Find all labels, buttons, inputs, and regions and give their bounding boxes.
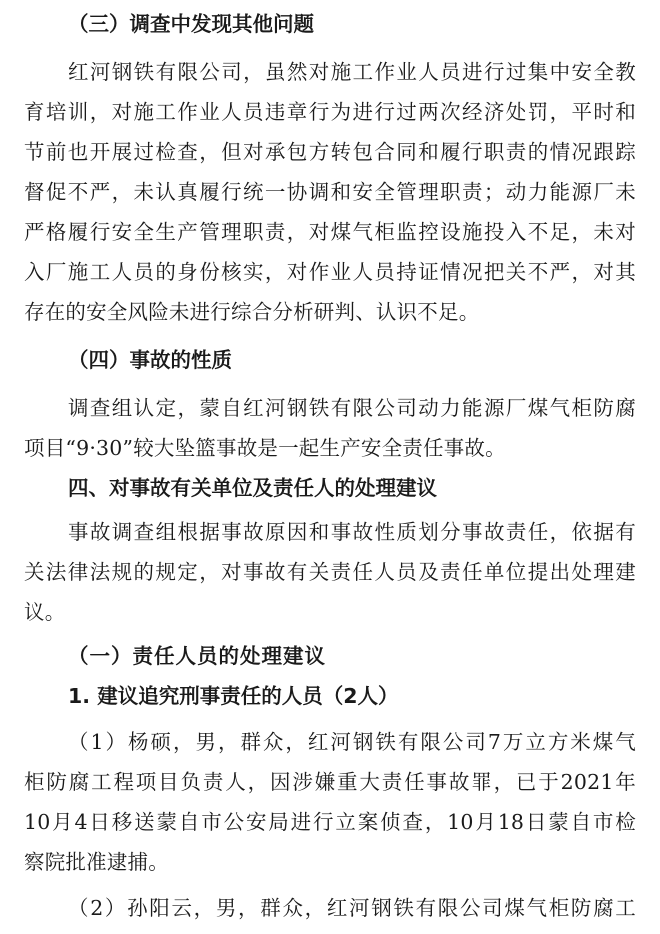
paragraph-line: 关法律法规的规定，对事故有关责任人员及责任单位提出处理建: [24, 560, 636, 584]
paragraph-line: 事故调查组根据事故原因和事故性质划分事故责任，依据有: [68, 520, 636, 544]
paragraph-line: 项目“9·30”较大坠篮事故是一起生产安全责任事故。: [24, 436, 506, 460]
paragraph-line: 节前也开展过检查，但对承包方转包合同和履行职责的情况跟踪: [24, 140, 636, 164]
paragraph-line: 督促不严，未认真履行统一协调和安全管理职责；动力能源厂未: [24, 180, 636, 204]
paragraph-line: 察院批准逮捕。: [24, 850, 169, 874]
subsection-heading-1: （一）责任人员的处理建议: [68, 644, 326, 668]
paragraph-line: 议。: [24, 600, 66, 624]
paragraph-line: （1）杨硕，男，群众，红河钢铁有限公司7万立方米煤气: [68, 730, 636, 754]
section-heading-3: （三）调查中发现其他问题: [68, 12, 314, 36]
paragraph-line: 存在的安全风险未进行综合分析研判、认识不足。: [24, 300, 480, 324]
item-heading-1: 1. 建议追究刑事责任的人员（2人）: [68, 684, 399, 708]
paragraph-line: 入厂施工人员的身份核实，对作业人员持证情况把关不严，对其: [24, 260, 636, 284]
part-heading-4: 四、对事故有关单位及责任人的处理建议: [68, 476, 437, 500]
paragraph-line: 调查组认定，蒙自红河钢铁有限公司动力能源厂煤气柜防腐: [68, 396, 636, 420]
paragraph-line: 10月4日移送蒙自市公安局进行立案侦查，10月18日蒙自市检: [24, 810, 636, 834]
paragraph-line: 红河钢铁有限公司，虽然对施工作业人员进行过集中安全教: [68, 60, 636, 84]
paragraph-line: 育培训，对施工作业人员违章行为进行过两次经济处罚，平时和: [24, 100, 636, 124]
paragraph-line: 柜防腐工程项目负责人，因涉嫌重大责任事故罪，已于2021年: [24, 770, 636, 794]
section-heading-4: （四）事故的性质: [68, 348, 232, 372]
paragraph-line: 严格履行安全生产管理职责，对煤气柜监控设施投入不足，未对: [24, 220, 636, 244]
paragraph-line: （2）孙阳云，男，群众，红河钢铁有限公司煤气柜防腐工: [68, 896, 636, 920]
